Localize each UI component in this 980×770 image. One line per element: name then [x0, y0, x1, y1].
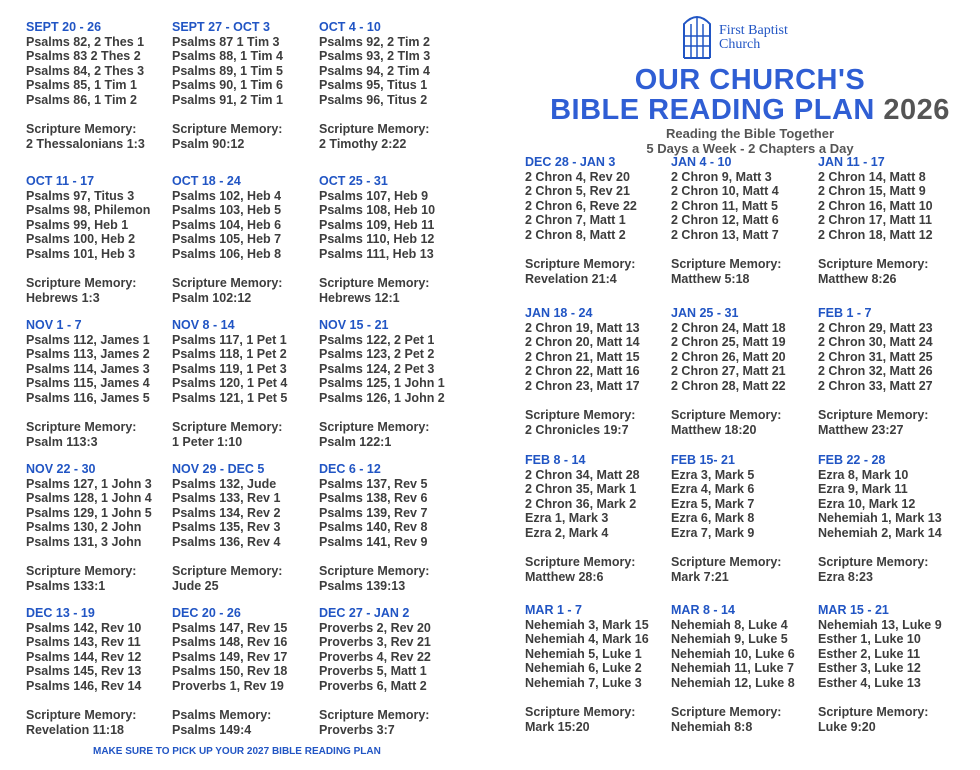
daily-reading: Ezra 2, Mark 4 — [525, 525, 609, 540]
daily-reading: Nehemiah 1, Mark 13 — [818, 511, 942, 526]
memory-verse: Psalms 139:13 — [319, 578, 406, 593]
memory-label: Scripture Memory: — [525, 705, 636, 720]
spacer — [319, 108, 469, 123]
daily-reading: Nehemiah 6, Luke 2 — [525, 661, 642, 676]
daily-reading: Psalms 105, Heb 7 — [172, 232, 282, 247]
week-range: NOV 22 - 30 — [26, 462, 96, 476]
daily-reading: Psalms 148, Rev 16 — [172, 635, 288, 650]
memory-label: Scripture Memory: — [26, 420, 137, 435]
daily-reading: Psalms 116, James 5 — [26, 390, 150, 405]
daily-reading: 2 Chron 27, Matt 21 — [671, 364, 786, 379]
memory-verse: Psalms 149:4 — [172, 722, 252, 737]
daily-reading: 2 Chron 32, Matt 26 — [818, 364, 933, 379]
memory-verse: Matthew 23:27 — [818, 422, 904, 437]
memory-label: Scripture Memory: — [172, 420, 283, 435]
daily-reading: Psalms 150, Rev 18 — [172, 664, 288, 679]
memory-label: Scripture Memory: — [818, 408, 929, 423]
daily-reading: Nehemiah 11, Luke 7 — [671, 661, 794, 676]
daily-reading: Psalms 115, James 4 — [26, 376, 150, 391]
daily-reading: Psalms 100, Heb 2 — [26, 232, 136, 247]
daily-reading: Psalms 107, Heb 9 — [319, 188, 429, 203]
daily-reading: Ezra 10, Mark 12 — [818, 496, 916, 511]
daily-reading: Nehemiah 2, Mark 14 — [818, 525, 942, 540]
memory-label: Scripture Memory: — [172, 276, 283, 291]
daily-reading: 2 Chron 6, Reve 22 — [525, 198, 637, 213]
week-block — [671, 306, 821, 437]
daily-reading: 2 Chron 36, Mark 2 — [525, 496, 637, 511]
memory-label: Scripture Memory: — [525, 408, 636, 423]
daily-reading: Psalms 87 1 Tim 3 — [172, 34, 280, 49]
week-range: SEPT 27 - OCT 3 — [172, 20, 270, 34]
daily-reading: Psalms 96, Titus 2 — [319, 92, 428, 107]
memory-label: Scripture Memory: — [319, 420, 430, 435]
daily-reading: Psalms 117, 1 Pet 1 — [172, 332, 287, 347]
memory-label: Scripture Memory: — [671, 257, 782, 272]
memory-verse: Mark 15:20 — [525, 719, 590, 734]
daily-reading: 2 Chron 11, Matt 5 — [671, 198, 778, 213]
daily-reading: 2 Chron 35, Mark 1 — [525, 482, 637, 497]
daily-reading: Proverbs 2, Rev 20 — [319, 620, 431, 635]
daily-reading: 2 Chron 12, Matt 6 — [671, 213, 779, 228]
daily-reading: 2 Chron 20, Matt 14 — [525, 335, 640, 350]
daily-reading: 2 Chron 14, Matt 8 — [818, 169, 926, 184]
plan-year: 2026 — [883, 94, 950, 126]
daily-reading: Psalms 144, Rev 12 — [26, 649, 142, 664]
week-range: MAR 8 - 14 — [671, 603, 735, 617]
week-range: MAR 1 - 7 — [525, 603, 582, 617]
daily-reading: Psalms 139, Rev 7 — [319, 505, 428, 520]
daily-reading: 2 Chron 17, Matt 11 — [818, 213, 932, 228]
daily-reading: Psalms 101, Heb 3 — [26, 246, 136, 261]
daily-reading: Nehemiah 8, Luke 4 — [671, 617, 788, 632]
memory-label: Scripture Memory: — [525, 257, 636, 272]
week-range: MAR 15 - 21 — [818, 603, 889, 617]
daily-reading: Proverbs 4, Rev 22 — [319, 649, 431, 664]
daily-reading: Psalms 147, Rev 15 — [172, 620, 288, 635]
church-logo — [682, 10, 802, 64]
memory-label: Scripture Memory: — [671, 555, 782, 570]
spacer — [319, 694, 469, 709]
week-range: DEC 13 - 19 — [26, 606, 95, 620]
spacer — [671, 691, 821, 706]
week-range: FEB 15- 21 — [671, 453, 735, 467]
daily-reading: 2 Chron 23, Matt 17 — [525, 378, 640, 393]
daily-reading: Psalms 112, James 1 — [26, 332, 150, 347]
daily-reading: Psalms 127, 1 John 3 — [26, 476, 152, 491]
daily-reading: Nehemiah 10, Luke 6 — [671, 646, 795, 661]
daily-reading: Psalms 92, 2 Tim 2 — [319, 34, 430, 49]
daily-reading: Psalms 84, 2 Thes 3 — [26, 63, 145, 78]
daily-reading: 2 Chron 8, Matt 2 — [525, 227, 626, 242]
week-block — [818, 155, 968, 286]
daily-reading: Psalms 121, 1 Pet 5 — [172, 390, 288, 405]
spacer — [26, 694, 176, 709]
daily-reading: Psalms 114, James 3 — [26, 361, 150, 376]
daily-reading: Psalms 135, Rev 3 — [172, 520, 281, 535]
daily-reading: Psalms 137, Rev 5 — [319, 476, 428, 491]
week-range: DEC 20 - 26 — [172, 606, 241, 620]
memory-label: Scripture Memory: — [172, 122, 283, 137]
memory-label: Scripture Memory: — [818, 555, 929, 570]
daily-reading: Psalms 120, 1 Pet 4 — [172, 376, 288, 391]
daily-reading: Psalms 111, Heb 13 — [319, 246, 434, 261]
spacer — [525, 394, 675, 409]
daily-reading: 2 Chron 21, Matt 15 — [525, 349, 640, 364]
footer-note: MAKE SURE TO PICK UP YOUR 2027 BIBLE READING PLAN — [93, 746, 381, 757]
memory-verse: Nehemiah 8:8 — [671, 719, 753, 734]
week-range: NOV 1 - 7 — [26, 318, 82, 332]
daily-reading: Nehemiah 4, Mark 16 — [525, 632, 649, 647]
memory-verse: Luke 9:20 — [818, 719, 876, 734]
memory-label: Scripture Memory: — [319, 564, 430, 579]
daily-reading: Psalms 128, 1 John 4 — [26, 491, 152, 506]
daily-reading: Nehemiah 12, Luke 8 — [671, 675, 795, 690]
daily-reading: Ezra 6, Mark 8 — [671, 511, 755, 526]
week-range: NOV 8 - 14 — [172, 318, 235, 332]
week-block — [818, 453, 968, 584]
spacer — [172, 262, 322, 277]
memory-label: Scripture Memory: — [26, 122, 137, 137]
daily-reading: Nehemiah 3, Mark 15 — [525, 617, 649, 632]
week-block — [525, 155, 675, 286]
week-range: NOV 15 - 21 — [319, 318, 389, 332]
daily-reading: Psalms 83 2 Thes 2 — [26, 49, 141, 64]
daily-reading: 2 Chron 24, Matt 18 — [671, 320, 786, 335]
week-range: OCT 18 - 24 — [172, 174, 241, 188]
memory-label: Scripture Memory: — [26, 276, 137, 291]
church-building-icon — [682, 10, 712, 60]
daily-reading: Psalms 132, Jude — [172, 476, 277, 491]
daily-reading: Psalms 109, Heb 11 — [319, 217, 435, 232]
title-text: BIBLE READING PLAN — [550, 94, 875, 126]
daily-reading: Psalms 91, 2 Tim 1 — [172, 92, 283, 107]
daily-reading: Psalms 113, James 2 — [26, 347, 150, 362]
week-range: OCT 11 - 17 — [26, 174, 95, 188]
spacer — [818, 394, 968, 409]
daily-reading: Psalms 98, Philemon — [26, 203, 151, 218]
spacer — [172, 550, 322, 565]
week-range: JAN 4 - 10 — [671, 155, 732, 169]
daily-reading: Psalms 89, 1 Tim 5 — [172, 63, 283, 78]
memory-verse: Revelation 21:4 — [525, 271, 617, 286]
spacer — [26, 108, 176, 123]
daily-reading: 2 Chron 9, Matt 3 — [671, 169, 772, 184]
daily-reading: Psalms 146, Rev 14 — [26, 678, 142, 693]
week-block — [525, 453, 675, 584]
memory-verse: 1 Peter 1:10 — [172, 434, 243, 449]
daily-reading: 2 Chron 7, Matt 1 — [525, 213, 626, 228]
week-block — [26, 20, 176, 151]
daily-reading: Psalms 82, 2 Thes 1 — [26, 34, 145, 49]
week-range: JAN 18 - 24 — [525, 306, 593, 320]
daily-reading: Psalms 123, 2 Pet 2 — [319, 347, 435, 362]
spacer — [525, 243, 675, 258]
memory-verse: Matthew 8:26 — [818, 271, 897, 286]
daily-reading: 2 Chron 16, Matt 10 — [818, 198, 933, 213]
daily-reading: Esther 3, Luke 12 — [818, 661, 921, 676]
memory-label: Scripture Memory: — [671, 705, 782, 720]
daily-reading: Proverbs 6, Matt 2 — [319, 678, 427, 693]
week-range: DEC 28 - JAN 3 — [525, 155, 616, 169]
daily-reading: 2 Chron 28, Matt 22 — [671, 378, 786, 393]
daily-reading: Psalms 85, 1 Tim 1 — [26, 78, 137, 93]
week-block — [525, 603, 675, 734]
daily-reading: Psalms 99, Heb 1 — [26, 217, 129, 232]
daily-reading: Psalms 108, Heb 10 — [319, 203, 436, 218]
memory-verse: Psalm 122:1 — [319, 434, 392, 449]
daily-reading: Psalms 141, Rev 9 — [319, 534, 428, 549]
daily-reading: Ezra 8, Mark 10 — [818, 467, 909, 482]
daily-reading: Proverbs 3, Rev 21 — [319, 635, 431, 650]
daily-reading: 2 Chron 4, Rev 20 — [525, 169, 630, 184]
daily-reading: Psalms 134, Rev 2 — [172, 505, 281, 520]
week-range: NOV 29 - DEC 5 — [172, 462, 265, 476]
daily-reading: Psalms 133, Rev 1 — [172, 491, 281, 506]
daily-reading: Psalms 119, 1 Pet 3 — [172, 361, 287, 376]
week-block — [172, 20, 322, 151]
daily-reading: Psalms 145, Rev 13 — [26, 664, 142, 679]
week-block — [172, 318, 322, 449]
daily-reading: 2 Chron 15, Matt 9 — [818, 184, 926, 199]
memory-verse: Matthew 18:20 — [671, 422, 757, 437]
daily-reading: 2 Chron 31, Matt 25 — [818, 349, 933, 364]
daily-reading: Ezra 3, Mark 5 — [671, 467, 755, 482]
daily-reading: Psalms 102, Heb 4 — [172, 188, 282, 203]
memory-verse: Psalms 133:1 — [26, 578, 106, 593]
daily-reading: Psalms 131, 3 John — [26, 534, 142, 549]
daily-reading: Ezra 5, Mark 7 — [671, 496, 755, 511]
week-block — [172, 462, 322, 593]
daily-reading: Psalms 125, 1 John 1 — [319, 376, 445, 391]
daily-reading: Psalms 88, 1 Tim 4 — [172, 49, 283, 64]
daily-reading: Psalms 93, 2 TIm 3 — [319, 49, 431, 64]
daily-reading: Psalms 94, 2 Tim 4 — [319, 63, 430, 78]
daily-reading: 2 Chron 13, Matt 7 — [671, 227, 779, 242]
subtitle-line-2: 5 Days a Week - 2 Chapters a Day — [646, 141, 854, 156]
daily-reading: Psalms 103, Heb 5 — [172, 203, 282, 218]
daily-reading: Psalms 95, Titus 1 — [319, 78, 428, 93]
daily-reading: Psalms 90, 1 Tim 6 — [172, 78, 283, 93]
daily-reading: Psalms 149, Rev 17 — [172, 649, 288, 664]
memory-verse: 2 Thessalonians 1:3 — [26, 136, 145, 151]
week-block — [671, 155, 821, 286]
week-block — [319, 318, 469, 449]
week-block — [26, 318, 176, 449]
week-range: JAN 25 - 31 — [671, 306, 739, 320]
week-block — [172, 174, 322, 305]
church-name: First Baptist Church — [719, 23, 788, 52]
spacer — [26, 550, 176, 565]
daily-reading: Ezra 4, Mark 6 — [671, 482, 755, 497]
daily-reading: Esther 4, Luke 13 — [818, 675, 921, 690]
spacer — [671, 541, 821, 556]
week-range: FEB 22 - 28 — [818, 453, 886, 467]
daily-reading: Nehemiah 7, Luke 3 — [525, 675, 642, 690]
daily-reading: Nehemiah 9, Luke 5 — [671, 632, 788, 647]
memory-verse: Matthew 5:18 — [671, 271, 750, 286]
memory-verse: 2 Timothy 2:22 — [319, 136, 407, 151]
daily-reading: Psalms 118, 1 Pet 2 — [172, 347, 287, 362]
week-range: FEB 1 - 7 — [818, 306, 872, 320]
daily-reading: Psalms 129, 1 John 5 — [26, 505, 152, 520]
memory-label: Scripture Memory: — [172, 564, 283, 579]
spacer — [319, 262, 469, 277]
spacer — [818, 691, 968, 706]
daily-reading: Psalms 104, Heb 6 — [172, 217, 282, 232]
week-range: OCT 4 - 10 — [319, 20, 381, 34]
week-range: DEC 6 - 12 — [319, 462, 381, 476]
spacer — [671, 394, 821, 409]
memory-verse: Jude 25 — [172, 578, 219, 593]
spacer — [319, 406, 469, 421]
memory-verse: Hebrews 1:3 — [26, 290, 100, 305]
spacer — [525, 691, 675, 706]
memory-label: Psalms Memory: — [172, 708, 272, 723]
spacer — [26, 262, 176, 277]
memory-label: Scripture Memory: — [319, 708, 430, 723]
subtitle-line-1: Reading the Bible Together — [665, 126, 835, 141]
memory-label: Scripture Memory: — [818, 257, 929, 272]
memory-label: Scripture Memory: — [319, 122, 430, 137]
daily-reading: 2 Chron 18, Matt 12 — [818, 227, 933, 242]
daily-reading: 2 Chron 30, Matt 24 — [818, 335, 933, 350]
week-block — [818, 306, 968, 437]
week-block — [671, 603, 821, 734]
memory-label: Scripture Memory: — [319, 276, 430, 291]
daily-reading: Proverbs 5, Matt 1 — [319, 664, 427, 679]
memory-label: Scripture Memory: — [671, 408, 782, 423]
title-line-2 — [520, 95, 980, 125]
week-block — [319, 174, 469, 305]
spacer — [319, 550, 469, 565]
daily-reading: Psalms 106, Heb 8 — [172, 246, 282, 261]
memory-verse: Proverbs 3:7 — [319, 722, 395, 737]
week-block — [319, 20, 469, 151]
week-block — [26, 462, 176, 593]
daily-reading: 2 Chron 29, Matt 23 — [818, 320, 933, 335]
week-range: DEC 27 - JAN 2 — [319, 606, 410, 620]
spacer — [172, 108, 322, 123]
daily-reading: Psalms 97, Titus 3 — [26, 188, 135, 203]
daily-reading: Psalms 122, 2 Pet 1 — [319, 332, 435, 347]
week-block — [525, 306, 675, 437]
week-block — [319, 606, 469, 737]
week-block — [26, 174, 176, 305]
memory-verse: Ezra 8:23 — [818, 569, 873, 584]
daily-reading: 2 Chron 10, Matt 4 — [671, 184, 779, 199]
week-block — [26, 606, 176, 737]
week-block — [319, 462, 469, 593]
daily-reading: 2 Chron 22, Matt 16 — [525, 364, 640, 379]
spacer — [671, 243, 821, 258]
week-block — [671, 453, 821, 584]
memory-verse: Mark 7:21 — [671, 569, 729, 584]
daily-reading: Ezra 9, Mark 11 — [818, 482, 908, 497]
memory-verse: Psalm 102:12 — [172, 290, 252, 305]
memory-verse: Psalm 113:3 — [26, 434, 98, 449]
spacer — [818, 243, 968, 258]
daily-reading: 2 Chron 19, Matt 13 — [525, 320, 640, 335]
week-block — [818, 603, 968, 734]
daily-reading: Psalms 143, Rev 11 — [26, 635, 141, 650]
week-range: JAN 11 - 17 — [818, 155, 885, 169]
memory-label: Scripture Memory: — [26, 564, 137, 579]
daily-reading: Psalms 110, Heb 12 — [319, 232, 435, 247]
memory-label: Scripture Memory: — [818, 705, 929, 720]
spacer — [172, 694, 322, 709]
daily-reading: Ezra 7, Mark 9 — [671, 525, 755, 540]
spacer — [818, 541, 968, 556]
daily-reading: Ezra 1, Mark 3 — [525, 511, 609, 526]
daily-reading: Psalms 124, 2 Pet 3 — [319, 361, 435, 376]
memory-verse: 2 Chronicles 19:7 — [525, 422, 629, 437]
daily-reading: 2 Chron 26, Matt 20 — [671, 349, 786, 364]
daily-reading: Psalms 140, Rev 8 — [319, 520, 428, 535]
week-range: SEPT 20 - 26 — [26, 20, 102, 34]
memory-verse: Hebrews 12:1 — [319, 290, 400, 305]
memory-verse: Matthew 28:6 — [525, 569, 604, 584]
memory-verse: Revelation 11:18 — [26, 722, 124, 737]
week-range: OCT 25 - 31 — [319, 174, 388, 188]
daily-reading: Psalms 142, Rev 10 — [26, 620, 142, 635]
daily-reading: Psalms 130, 2 John — [26, 520, 142, 535]
daily-reading: Psalms 126, 1 John 2 — [319, 390, 445, 405]
daily-reading: Nehemiah 13, Luke 9 — [818, 617, 942, 632]
daily-reading: Psalms 86, 1 Tim 2 — [26, 92, 137, 107]
daily-reading: Esther 2, Luke 11 — [818, 646, 921, 661]
memory-verse: Psalm 90:12 — [172, 136, 245, 151]
week-block — [172, 606, 322, 737]
week-range: FEB 8 - 14 — [525, 453, 586, 467]
spacer — [525, 541, 675, 556]
spacer — [172, 406, 322, 421]
memory-label: Scripture Memory: — [525, 555, 636, 570]
title-line-1: OUR CHURCH'S — [634, 64, 866, 96]
daily-reading: 2 Chron 34, Matt 28 — [525, 467, 640, 482]
daily-reading: 2 Chron 5, Rev 21 — [525, 184, 630, 199]
daily-reading: Nehemiah 5, Luke 1 — [525, 646, 642, 661]
spacer — [26, 406, 176, 421]
memory-label: Scripture Memory: — [26, 708, 137, 723]
daily-reading: 2 Chron 33, Matt 27 — [818, 378, 933, 393]
daily-reading: Proverbs 1, Rev 19 — [172, 678, 284, 693]
daily-reading: 2 Chron 25, Matt 19 — [671, 335, 786, 350]
daily-reading: Psalms 138, Rev 6 — [319, 491, 428, 506]
daily-reading: Psalms 136, Rev 4 — [172, 534, 281, 549]
daily-reading: Esther 1, Luke 10 — [818, 632, 921, 647]
